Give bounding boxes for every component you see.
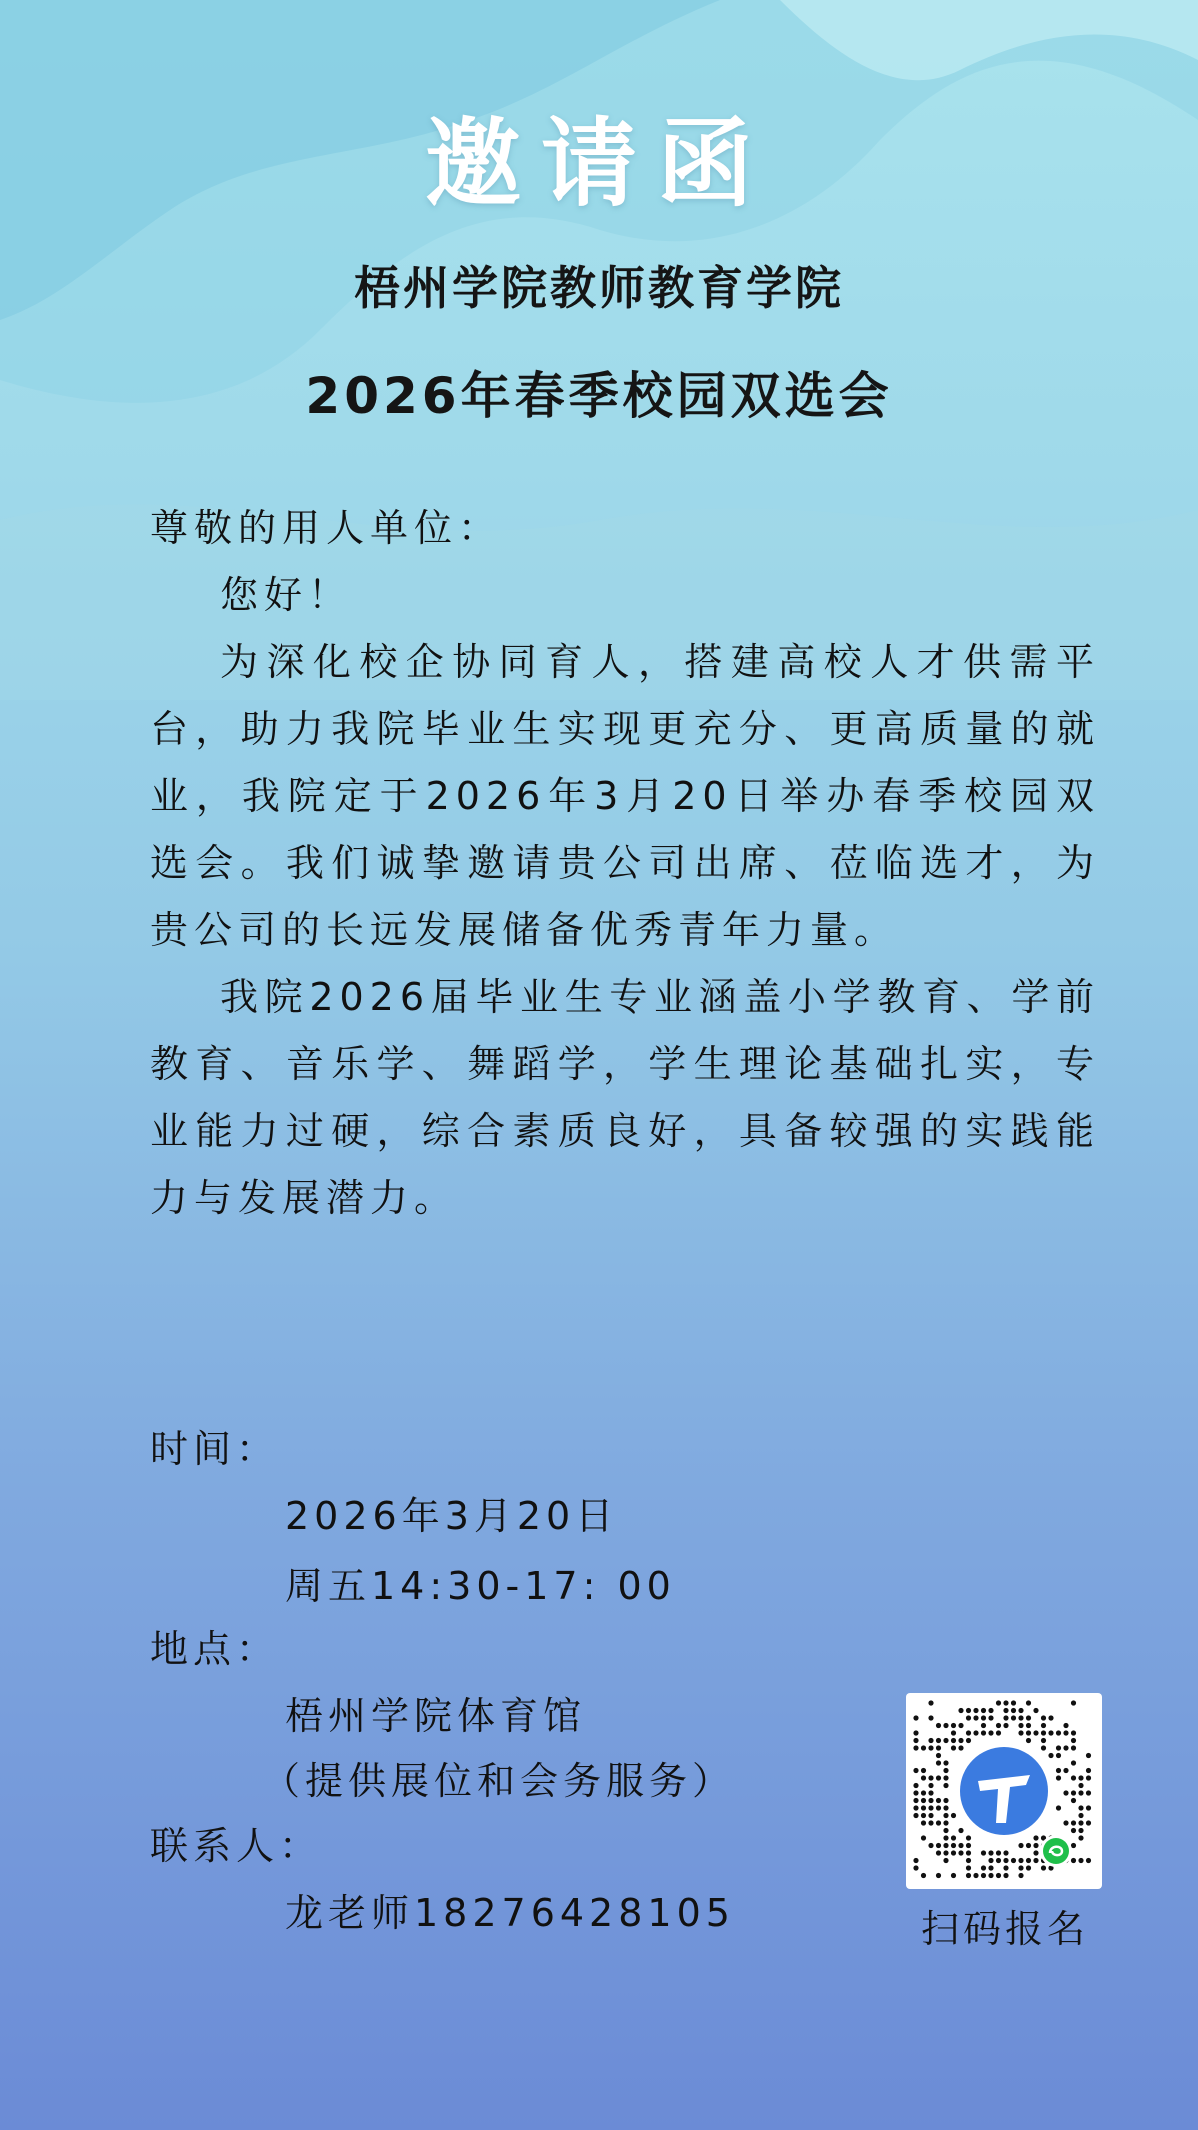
contact-label: 联系人：	[150, 1824, 323, 1868]
letter-body	[150, 495, 1100, 1232]
greeting: 尊敬的用人单位：	[150, 506, 503, 550]
scan-to-register-label: 扫码报名	[920, 1907, 1089, 1951]
contact-info: 龙老师18276428105	[285, 1891, 735, 1935]
event-time: 周五14:30-17: 00	[285, 1564, 676, 1608]
paragraph-intro: 为深化校企协同育人，搭建高校人才供需平台，助力我院毕业生实现更充分、更高质量的就业，我院定于2026年3月20日举办春季校园双选会。我们诚挚邀请贵公司出席、莅临选才，为贵公司的长远发展储备优秀青年力量。	[150, 640, 1100, 952]
location-label: 地点：	[150, 1627, 280, 1671]
venue: 梧州学院体育馆	[285, 1694, 587, 1738]
event-title: 2026年春季校园双选会	[305, 367, 893, 425]
invitation-title: 邀请函	[425, 107, 773, 220]
event-date: 2026年3月20日	[285, 1494, 619, 1538]
organizer-name: 梧州学院教师教育学院	[354, 261, 844, 315]
venue-note: （提供展位和会务服务）	[262, 1759, 736, 1803]
time-label: 时间：	[150, 1427, 280, 1471]
paragraph-majors: 我院2026届毕业生专业涵盖小学教育、学前教育、音乐学、舞蹈学，学生理论基础扎实，专业能力过硬，综合素质良好，具备较强的实践能力与发展潜力。	[150, 975, 1100, 1220]
registration-qr-code[interactable]	[906, 1693, 1102, 1889]
mini-program-qr-icon	[906, 1693, 1102, 1889]
salutation: 您好！	[220, 573, 353, 617]
